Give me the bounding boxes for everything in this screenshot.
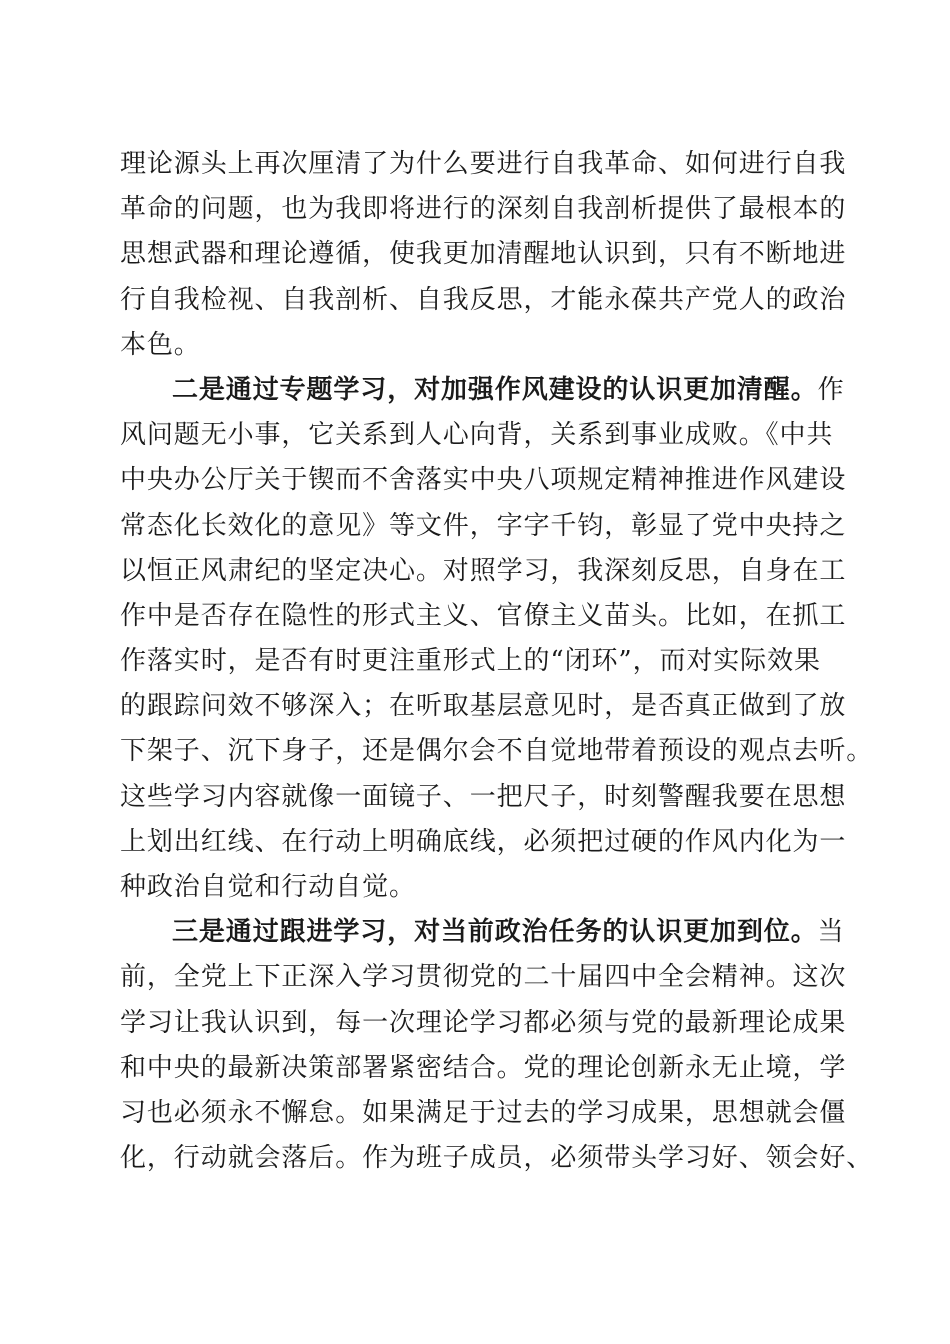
paragraph-1-line: 本色。 [120, 329, 201, 360]
paragraph-2-line: 中央办公厅关于锲而不舍落实中央八项规定精神推进作风建设 [120, 465, 847, 496]
paragraph-2-heading: 二是通过专题学习，对加强作风建设的认识更加清醒。 [172, 374, 818, 405]
paragraph-3-heading: 三是通过跟进学习，对当前政治任务的认识更加到位。 [172, 917, 818, 948]
paragraph-2-line: 的跟踪问效不够深入；在听取基层意见时，是否真正做到了放 [120, 691, 847, 722]
paragraph-2-line: 作落实时，是否有时更注重形式上的“闭环”，而对实际效果 [120, 646, 821, 677]
paragraph-1-line: 理论源头上再次厘清了为什么要进行自我革命、如何进行自我 [120, 149, 847, 179]
paragraph-2-line: 常态化长效化的意见》等文件，字字千钧，彰显了党中央持之 [120, 510, 847, 541]
paragraph-2-first-line-rest: 作 [817, 374, 845, 405]
paragraph-2-first-line [120, 368, 845, 413]
paragraph-3-first-line [120, 910, 845, 955]
paragraph-3-line: 和中央的最新决策部署紧密结合。党的理论创新永无止境，学 [120, 1052, 847, 1083]
document-body [120, 142, 874, 1181]
paragraph-2-line: 风问题无小事，它关系到人心向背，关系到事业成败。《中共 [120, 420, 834, 451]
paragraph-3-first-line-rest: 当 [817, 917, 845, 948]
paragraph-1-line: 行自我检视、自我剖析、自我反思，才能永葆共产党人的政治 [120, 284, 847, 315]
paragraph-2-line: 下架子、沉下身子，还是偶尔会不自觉地带着预设的观点去听。 [120, 736, 874, 767]
paragraph-3-line: 学习让我认识到，每一次理论学习都必须与党的最新理论成果 [120, 1007, 847, 1038]
paragraph-2-line: 上划出红线、在行动上明确底线，必须把过硬的作风内化为一 [120, 826, 847, 857]
paragraph-1-line: 思想武器和理论遵循，使我更加清醒地认识到，只有不断地进 [120, 239, 847, 270]
paragraph-2-line: 作中是否存在隐性的形式主义、官僚主义苗头。比如，在抓工 [120, 600, 847, 631]
paragraph-2-line: 种政治自觉和行动自觉。 [120, 872, 416, 902]
paragraph-3-line: 习也必须永不懈怠。如果满足于过去的学习成果，思想就会僵 [120, 1097, 847, 1128]
paragraph-2-line: 这些学习内容就像一面镜子、一把尺子，时刻警醒我要在思想 [120, 781, 847, 812]
paragraph-3-line: 化，行动就会落后。作为班子成员，必须带头学习好、领会好、 [120, 1143, 874, 1174]
paragraph-3-line: 前，全党上下正深入学习贯彻党的二十届四中全会精神。这次 [120, 962, 847, 993]
paragraph-1-line: 革命的问题，也为我即将进行的深刻自我剖析提供了最根本的 [120, 194, 847, 225]
paragraph-2-line: 以恒正风肃纪的坚定决心。对照学习，我深刻反思，自身在工 [120, 555, 847, 586]
